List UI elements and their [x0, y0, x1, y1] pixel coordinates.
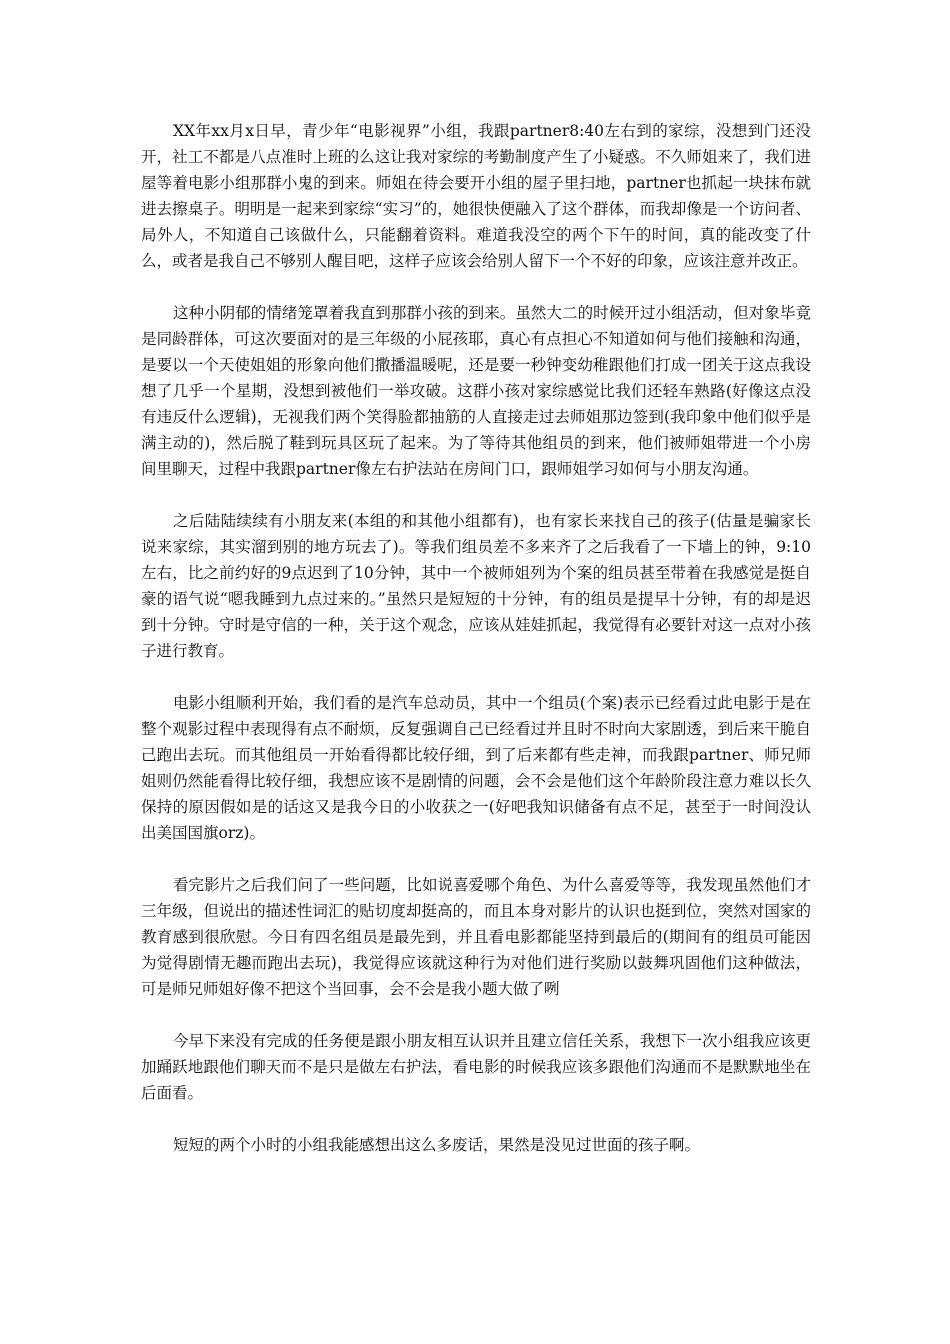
paragraph-5: 看完影片之后我们问了一些问题，比如说喜爱哪个角色、为什么喜爱等等，我发现虽然他们才三年级，但说出的描述性词汇的贴切度却挺高的，而且本身对影片的认识也挺到位，突然对国家的教育感到很欣慰。今日有四名组员是最先到，并且看电影都能坚持到最后的(期间有的组员可能因为觉得剧情无趣而跑出去玩)，我觉得应该就这种行为对他们进行奖励以鼓舞巩固他们这种做法，可是师兄师姐好像不把这个当回事，会不会是我小题大做了咧 [141, 876, 811, 998]
paragraph-3: 之后陆陆续续有小朋友来(本组的和其他小组都有)，也有家长来找自己的孩子(估量是骗家长说来家综，其实溜到别的地方玩去了)。等我们组员差不多来齐了之后我看了一下墙上的钟，9:10左右，比之前约好的9点迟到了10分钟，其中一个被师姐列为个案的组员甚至带着在我感觉是挺自豪的语气说“嗯我睡到九点过来的。”虽然只是短短的十分钟，有的组员是提早十分钟，有的却是迟到十分钟。守时是守信的一种，关于这个观念，应该从娃娃抓起，我觉得有必要针对这一点对小孩子进行教育。 [141, 512, 811, 660]
document-body [141, 118, 811, 1184]
paragraph-4: 电影小组顺利开始，我们看的是汽车总动员，其中一个组员(个案)表示已经看过此电影于是在整个观影过程中表现得有点不耐烦，反复强调自己已经看过并且时不时向大家剧透，到后来干脆自己跑出去玩。而其他组员一开始看得都比较仔细，到了后来都有些走神，而我跟partner、师兄师姐则仍然能看得比较仔细，我想应该不是剧情的问题，会不会是他们这个年龄阶段注意力难以长久保持的原因假如是的话这又是我今日的小收获之一(好吧我知识储备有点不足，甚至于一时间没认出美国国旗orz)。 [141, 694, 811, 842]
paragraph-2: 这种小阴郁的情绪笼罩着我直到那群小孩的到来。虽然大二的时候开过小组活动，但对象毕竟是同龄群体，可这次要面对的是三年级的小屁孩耶，真心有点担心不知道如何与他们接触和沟通，是要以一个天使姐姐的形象向他们撒播温暖呢，还是要一秒钟变幼稚跟他们打成一团关于这点我设想了几乎一个星期，没想到被他们一举攻破。这群小孩对家综感觉比我们还轻车熟路(好像这点没有违反什么逻辑)，无视我们两个笑得脸都抽筋的人直接走过去师姐那边签到(我印象中他们似乎是满主动的)，然后脱了鞋到玩具区玩了起来。为了等待其他组员的到来，他们被师姐带进一个小房间里聊天，过程中我跟partner像左右护法站在房间门口，跟师姐学习如何与小朋友沟通。 [141, 304, 811, 478]
paragraph-1: XX年xx月x日早，青少年“电影视界”小组，我跟partner8:40左右到的家综，没想到门还没开，社工不都是八点准时上班的么这让我对家综的考勤制度产生了小疑惑。不久师姐来了，我们进屋等着电影小组那群小鬼的到来。师姐在待会要开小组的屋子里扫地，partner也抓起一块抹布就进去擦桌子。明明是一起来到家综“实习”的，她很快便融入了这个群体，而我却像是一个访问者、局外人，不知道自己该做什么，只能翻着资料。难道我没空的两个下午的时间，真的能改变了什么，或者是我自己不够别人醒目吧，这样子应该会给别人留下一个不好的印象，应该注意并改正。 [141, 122, 811, 270]
paragraph-7: 短短的两个小时的小组我能感想出这么多废话，果然是没见过世面的孩子啊。 [173, 1136, 701, 1154]
paragraph-6: 今早下来没有完成的任务便是跟小朋友相互认识并且建立信任关系，我想下一次小组我应该更加踊跃地跟他们聊天而不是只是做左右护法，看电影的时候我应该多跟他们沟通而不是默默地坐在后面看。 [141, 1032, 811, 1102]
